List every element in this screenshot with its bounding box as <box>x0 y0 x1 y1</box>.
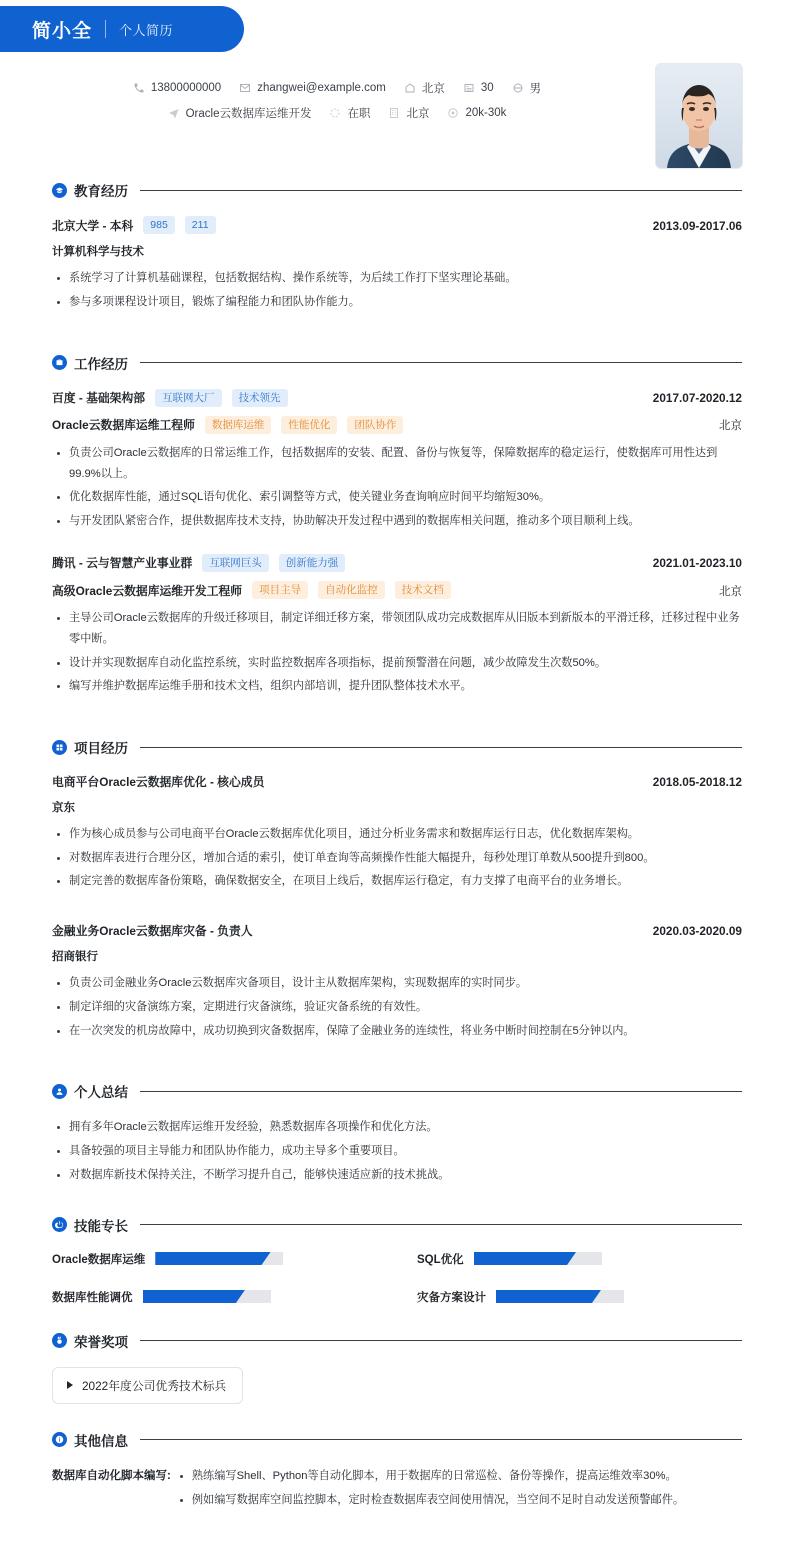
role-tag: 自动化监控 <box>318 581 385 599</box>
section-rule <box>140 190 742 191</box>
skill-progress-fill <box>474 1252 576 1265</box>
contact-status-text: 在职 <box>347 108 371 120</box>
project-bullets <box>52 973 742 1041</box>
contact-age-text: 30 <box>480 82 494 94</box>
section-header-projects <box>52 737 742 757</box>
other-info-row <box>52 1466 742 1515</box>
section-title-skills: 技能专长 <box>74 1218 128 1234</box>
contact-email-text: zhangwei@example.com <box>257 82 386 94</box>
section-skills <box>0 1215 794 1305</box>
header-banner-area <box>0 0 794 58</box>
education-major: 计算机科学与技术 <box>52 246 144 259</box>
project-bullets <box>52 824 742 892</box>
contact-salary <box>447 107 506 119</box>
list-item: 作为核心成员参与公司电商平台Oracle云数据库优化项目，通过分析业务需求和数据库运行日志，优化数据库架构。 <box>52 824 742 845</box>
contact-rows <box>52 80 742 121</box>
list-item: 例如编写数据库空间监控脚本，定时检查数据库表空间使用情况，当空间不足时自动发送预警邮件。 <box>175 1490 742 1511</box>
section-summary <box>0 1081 794 1185</box>
work-entry-left <box>52 389 288 407</box>
education-entry <box>52 216 742 313</box>
company-tag: 创新能力强 <box>279 554 346 572</box>
section-header-honors <box>52 1331 742 1351</box>
skill-progress-track <box>143 1290 271 1303</box>
paper-plane-icon <box>168 107 180 119</box>
grid-icon <box>52 740 67 755</box>
coin-icon <box>447 107 459 119</box>
project-entry <box>52 922 742 1041</box>
contact-gender-text: 男 <box>529 83 542 95</box>
list-item: 制定完善的数据库备份策略，确保数据安全，在项目上线后，数据库运行稳定，有力支撑了电商平台的业务增长。 <box>52 871 742 892</box>
avatar <box>656 64 742 168</box>
education-date: 2013.09-2017.06 <box>652 218 742 233</box>
skill-progress-fill <box>143 1290 245 1303</box>
project-entry-header <box>52 922 742 939</box>
list-item: 优化数据库性能，通过SQL语句优化、索引调整等方式，使关键业务查询响应时间平均缩短30%。 <box>52 487 742 508</box>
project-name: 金融业务Oracle云数据库灾备 - 负责人 <box>52 924 253 939</box>
skills-grid <box>52 1251 742 1305</box>
work-entry-left <box>52 554 345 572</box>
briefcase-icon <box>52 355 67 370</box>
section-rule <box>140 362 742 363</box>
section-title-education: 教育经历 <box>74 184 128 199</box>
honor-item[interactable] <box>52 1367 243 1404</box>
company-tag: 技术领先 <box>232 389 288 407</box>
list-item: 在一次突发的机房故障中，成功切换到灾备数据库，保障了金融业务的连续性，将业务中断时间控制在5分钟以内。 <box>52 1021 742 1042</box>
list-item: 负责公司金融业务Oracle云数据库灾备项目，设计主从数据库架构，实现数据库的实时同步。 <box>52 973 742 994</box>
section-title-other: 其他信息 <box>74 1433 128 1449</box>
section-header-other <box>52 1430 742 1450</box>
work-location: 北京 <box>719 585 742 598</box>
list-item: 与开发团队紧密合作，提供数据库技术支持，协助解决开发过程中遇到的数据库相关问题，推动多个项目顺利上线。 <box>52 511 742 532</box>
section-other <box>0 1430 794 1515</box>
other-bullets <box>175 1466 742 1511</box>
gender-icon <box>512 82 524 94</box>
skill-label: SQL优化 <box>417 1253 464 1266</box>
role-tag: 技术文档 <box>395 581 451 599</box>
section-title-work: 工作经历 <box>74 356 128 372</box>
job-title: Oracle云数据库运维工程师 <box>52 418 195 433</box>
role-tag: 数据库运维 <box>205 416 272 434</box>
contact-workcity <box>388 105 429 121</box>
list-item: 熟练编写Shell、Python等自动化脚本，用于数据库的日常巡检、备份等操作，提高运维效率30%。 <box>175 1466 742 1487</box>
list-item: 主导公司Oracle云数据库的升级迁移项目，制定详细迁移方案，带领团队成功完成数据库从旧版本到新版本的平滑迁移，迁移过程中业务零中断。 <box>52 608 742 649</box>
home-icon <box>404 82 416 94</box>
list-item: 具备较强的项目主导能力和团队协作能力，成功主导多个重要项目。 <box>52 1141 742 1162</box>
work-role-left <box>52 581 451 599</box>
skill-item <box>417 1289 742 1305</box>
project-company: 京东 <box>52 802 75 815</box>
section-rule <box>140 1224 742 1225</box>
skill-progress-track <box>474 1252 602 1265</box>
summary-bullets <box>52 1117 742 1185</box>
list-item: 对数据库新技术保持关注，不断学习提升自己，能够快速适应新的技术挑战。 <box>52 1165 742 1186</box>
company-name: 腾讯 - 云与智慧产业事业群 <box>52 556 193 571</box>
skill-progress-track <box>155 1252 283 1265</box>
skill-label: Oracle数据库运维 <box>52 1253 146 1266</box>
contact-gender <box>512 80 542 96</box>
phone-icon <box>133 82 145 94</box>
contact-age <box>463 82 494 94</box>
contact-workcity-text: 北京 <box>406 108 430 120</box>
project-entry-header <box>52 773 742 790</box>
work-bullets <box>52 443 742 532</box>
project-company: 招商银行 <box>52 951 98 964</box>
section-projects <box>0 737 794 1041</box>
user-icon <box>52 1084 67 1099</box>
section-rule <box>140 1439 742 1440</box>
contact-phone-text: 13800000000 <box>150 82 222 94</box>
project-date: 2018.05-2018.12 <box>652 775 742 790</box>
skill-label: 灾备方案设计 <box>417 1291 486 1304</box>
education-entry-left <box>52 216 216 234</box>
work-entry <box>52 389 742 532</box>
education-bullets <box>52 268 742 312</box>
list-item: 负责公司Oracle云数据库的日常运维工作，包括数据库的安装、配置、备份与恢复等，保障数据库的稳定运行，使数据库可用性达到99.9%以上。 <box>52 443 742 484</box>
work-date: 2017.07-2020.12 <box>652 391 742 406</box>
status-circle-icon <box>329 107 341 119</box>
list-item: 制定详细的灾备演练方案，定期进行灾备演练，验证灾备系统的有效性。 <box>52 997 742 1018</box>
contact-position-text: Oracle云数据库运维开发 <box>185 108 312 120</box>
contact-email <box>239 82 386 94</box>
work-location: 北京 <box>719 420 742 433</box>
role-tag: 项目主导 <box>252 581 308 599</box>
work-date: 2021.01-2023.10 <box>652 556 742 571</box>
skill-progress-fill <box>155 1252 270 1265</box>
school-name: 北京大学 - 本科 <box>52 218 134 233</box>
contact-row-1 <box>52 80 622 96</box>
project-date: 2020.03-2020.09 <box>652 924 742 939</box>
info-icon <box>52 1432 67 1447</box>
contact-phone <box>133 82 221 94</box>
id-card-icon <box>463 82 475 94</box>
school-tag: 211 <box>185 216 216 234</box>
work-role-row <box>52 581 742 599</box>
other-info-list <box>175 1466 742 1515</box>
section-education <box>0 180 794 313</box>
name-banner <box>0 6 244 52</box>
list-item: 系统学习了计算机基础课程，包括数据结构、操作系统等，为后续工作打下坚实理论基础。 <box>52 268 742 289</box>
section-rule <box>140 1340 742 1341</box>
section-header-education <box>52 180 742 200</box>
contact-city-text: 北京 <box>421 83 445 95</box>
skill-progress-track <box>496 1290 624 1303</box>
section-rule <box>140 1091 742 1092</box>
job-title: 高级Oracle云数据库运维开发工程师 <box>52 583 243 598</box>
contact-status <box>329 105 370 121</box>
section-header-work <box>52 353 742 373</box>
contact-salary-text: 20k-30k <box>465 107 507 119</box>
section-work <box>0 353 794 697</box>
list-item: 参与多项课程设计项目，锻炼了编程能力和团队协作能力。 <box>52 292 742 313</box>
work-role-left <box>52 416 403 434</box>
banner-subtitle: 个人简历 <box>119 22 174 38</box>
project-entry <box>52 773 742 892</box>
skill-progress-fill <box>496 1290 601 1303</box>
other-info-label: 数据库自动化脚本编写: <box>52 1469 171 1482</box>
role-tag: 性能优化 <box>281 416 337 434</box>
work-entry-header <box>52 554 742 572</box>
list-item: 编写并维护数据库运维手册和技术文档，组织内部培训，提升团队整体技术水平。 <box>52 676 742 697</box>
contact-position <box>168 105 312 121</box>
mail-icon <box>239 82 251 94</box>
graduation-cap-icon <box>52 183 67 198</box>
company-tag: 互联网巨头 <box>202 554 269 572</box>
medal-icon <box>52 1333 67 1348</box>
school-tag: 985 <box>143 216 175 234</box>
work-role-row <box>52 416 742 434</box>
section-header-skills <box>52 1215 742 1235</box>
candidate-name: 简小全 <box>32 20 93 42</box>
project-name: 电商平台Oracle云数据库优化 - 核心成员 <box>52 775 265 790</box>
skill-item <box>52 1251 377 1267</box>
section-header-summary <box>52 1081 742 1101</box>
power-icon <box>52 1217 67 1232</box>
company-tag: 互联网大厂 <box>155 389 222 407</box>
contact-row-2 <box>52 105 622 121</box>
contact-area <box>0 58 794 176</box>
skill-item <box>417 1251 742 1267</box>
work-bullets <box>52 608 742 697</box>
skill-item <box>52 1289 377 1305</box>
triangle-right-icon <box>67 1381 73 1389</box>
section-honors <box>0 1331 794 1404</box>
honor-label: 2022年度公司优秀技术标兵 <box>82 1378 227 1393</box>
section-rule <box>140 747 742 748</box>
banner-divider <box>105 20 106 38</box>
building-icon <box>388 107 400 119</box>
education-entry-header <box>52 216 742 234</box>
role-tag: 团队协作 <box>347 416 403 434</box>
list-item: 设计并实现数据库自动化监控系统，实时监控数据库各项指标，提前预警潜在问题，减少故障发生次数50%。 <box>52 653 742 674</box>
work-entry-header <box>52 389 742 407</box>
company-name: 百度 - 基础架构部 <box>52 391 146 406</box>
work-entry <box>52 554 742 697</box>
section-title-projects: 项目经历 <box>74 741 128 757</box>
section-title-honors: 荣誉奖项 <box>74 1334 128 1350</box>
list-item: 对数据库表进行合理分区，增加合适的索引，使订单查询等高频操作性能大幅提升，每秒处理订单数从500提升到800。 <box>52 848 742 869</box>
contact-city <box>404 80 445 96</box>
skill-label: 数据库性能调优 <box>52 1291 133 1304</box>
list-item: 拥有多年Oracle云数据库运维开发经验，熟悉数据库各项操作和优化方法。 <box>52 1117 742 1138</box>
section-title-summary: 个人总结 <box>74 1085 128 1101</box>
